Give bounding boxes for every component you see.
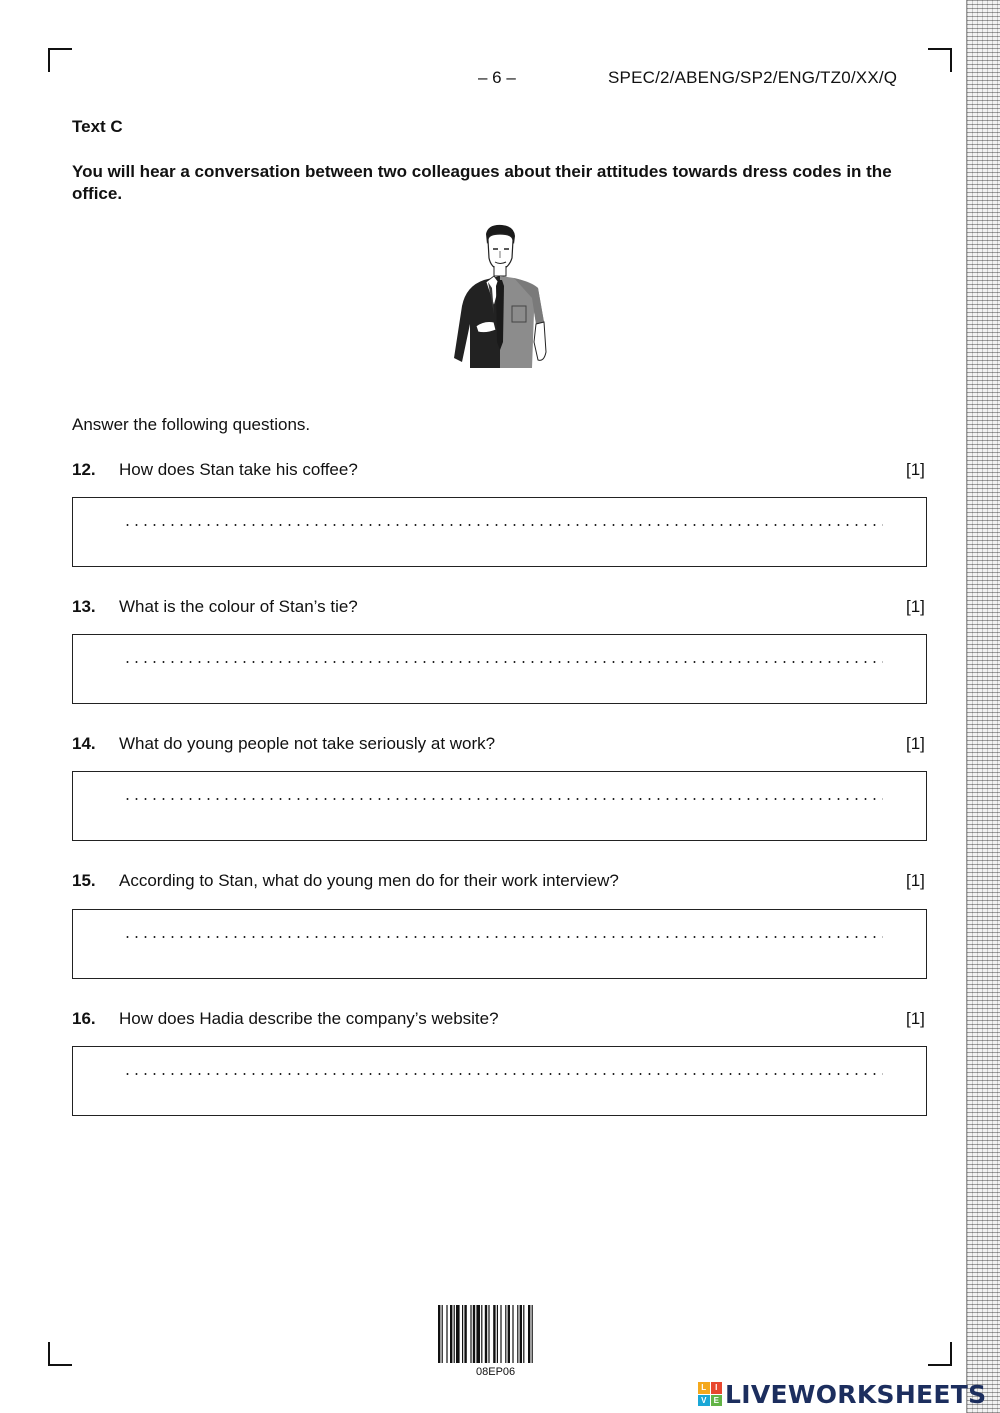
logo-letter-i: I	[711, 1382, 723, 1394]
barcode-bar	[505, 1305, 506, 1363]
logo-letter-e: E	[711, 1395, 723, 1407]
crop-mark-bottom-left	[48, 1342, 72, 1366]
question-text: What do young people not take seriously at work?	[119, 734, 496, 753]
question-marks: [1]	[906, 1009, 925, 1028]
barcode-bar	[528, 1305, 530, 1363]
question-number: 16.	[72, 1009, 96, 1028]
barcode-bar	[493, 1305, 495, 1363]
barcode-bar	[481, 1305, 482, 1363]
instruction-text: Answer the following questions.	[72, 415, 311, 434]
answer-box-15[interactable]	[72, 909, 927, 979]
question-number: 14.	[72, 734, 96, 753]
barcode-bar	[517, 1305, 518, 1363]
question-number: 13.	[72, 597, 96, 616]
barcode-bar	[508, 1305, 510, 1363]
question-text: According to Stan, what do young men do for their work interview?	[119, 871, 619, 890]
barcode-label: 08EP06	[476, 1366, 516, 1378]
man-half-suit-half-casual-illustration	[448, 222, 552, 368]
logo-letter-v: V	[698, 1395, 710, 1407]
barcode-bar	[442, 1305, 443, 1363]
logo-letter-l: L	[698, 1382, 710, 1394]
section-intro: You will hear a conversation between two colleagues about their attitudes towards dress codes in the office.	[72, 162, 892, 203]
question-marks: [1]	[906, 734, 925, 753]
barcode-bar	[523, 1305, 524, 1363]
question-marks: [1]	[906, 460, 925, 479]
answer-dotted-line	[123, 661, 883, 663]
page-edge-strip	[966, 0, 1000, 1413]
question-text: What is the colour of Stan’s tie?	[119, 597, 358, 616]
answer-box-14[interactable]	[72, 771, 927, 841]
question-text: How does Hadia describe the company’s website?	[119, 1009, 499, 1028]
barcode-bar	[470, 1305, 471, 1363]
barcode-bar	[454, 1305, 455, 1363]
answer-dotted-line	[123, 524, 883, 526]
answer-box-12[interactable]	[72, 497, 927, 567]
barcode-bar	[488, 1305, 489, 1363]
barcode-bar	[446, 1305, 447, 1363]
barcode-bar	[464, 1305, 466, 1363]
barcode-bar	[485, 1305, 487, 1363]
barcode-bar	[450, 1305, 452, 1363]
barcode-bar	[532, 1305, 533, 1363]
question-marks: [1]	[906, 597, 925, 616]
liveworksheets-brand[interactable]	[698, 1380, 986, 1408]
barcode-bar	[497, 1305, 498, 1363]
question-text: How does Stan take his coffee?	[119, 460, 358, 479]
barcode-bar	[520, 1305, 522, 1363]
page-number: – 6 –	[478, 68, 516, 87]
section-title: Text C	[72, 117, 123, 136]
liveworksheets-logo-icon	[698, 1382, 722, 1406]
barcode-bar	[473, 1305, 475, 1363]
barcode-bar	[438, 1305, 440, 1363]
brand-name: LIVEWORKSHEETS	[725, 1379, 987, 1409]
crop-mark-bottom-right	[928, 1342, 952, 1366]
barcode-bar	[500, 1305, 501, 1363]
question-marks: [1]	[906, 871, 925, 890]
answer-dotted-line	[123, 936, 883, 938]
crop-mark-top-left	[48, 48, 72, 72]
answer-dotted-line	[123, 1073, 883, 1075]
question-number: 12.	[72, 460, 96, 479]
barcode-bar	[462, 1305, 463, 1363]
answer-dotted-line	[123, 798, 883, 800]
barcode-bar	[512, 1305, 513, 1363]
barcode-bar	[456, 1305, 460, 1363]
answer-box-16[interactable]	[72, 1046, 927, 1116]
barcode-bar	[476, 1305, 480, 1363]
reference-code: SPEC/2/ABENG/SP2/ENG/TZ0/XX/Q	[608, 68, 898, 87]
question-number: 15.	[72, 871, 96, 890]
crop-mark-top-right	[928, 48, 952, 72]
answer-box-13[interactable]	[72, 634, 927, 704]
barcode-icon	[437, 1305, 561, 1363]
